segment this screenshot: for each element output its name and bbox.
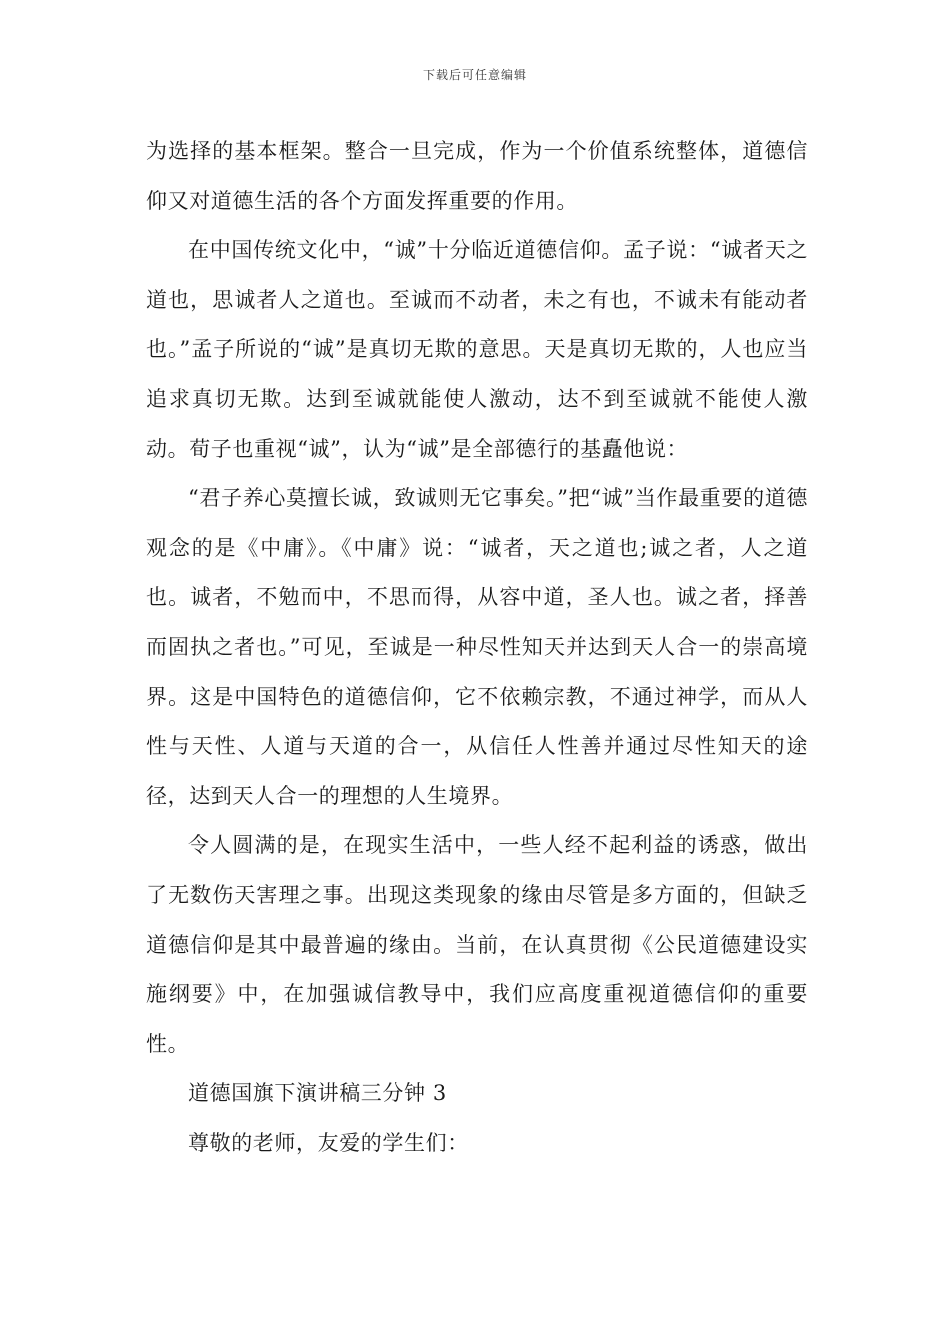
paragraph: 为选择的基本框架。整合一旦完成，作为一个价值系统整体，道德信仰又对道德生活的各个方面发挥重要的作用。 [146, 139, 808, 213]
document-body [146, 127, 808, 1168]
paragraph: 令人圆满的是，在现实生活中，一些人经不起利益的诱惑，做出了无数伤天害理之事。出现这类现象的缘由尽管是多方面的，但缺乏道德信仰是其中最普遍的缘由。当前，在认真贯彻《公民道德建设实施纲要》中，在加强诚信教导中，我们应高度重视道德信仰的重要性。 [146, 833, 808, 1056]
section-title: 道德国旗下演讲稿三分钟 3 [188, 1081, 447, 1106]
header-note: 下载后可任意编辑 [422, 68, 527, 82]
paragraph: “君子养心莫擅长诚，致诚则无它事矣。”把“诚”当作最重要的道德观念的是《中庸》。《中庸》说：“诚者，天之道也;诚之者，人之道也。诚者，不勉而中，不思而得，从容中道，圣人也。诚之者，择善而固执之者也。”可见，至诚是一种尽性知天并达到天人合一的崇高境界。这是中国特色的道德信仰，它不依赖宗教，不通过神学，而从人性与天性、人道与天道的合一，从信任人性善并通过尽性知天的途径，达到天人合一的理想的人生境界。 [146, 486, 808, 808]
greeting: 尊敬的老师，友爱的学生们： [188, 1130, 469, 1155]
paragraph: 在中国传统文化中，“诚”十分临近道德信仰。孟子说：“诚者天之道也，思诚者人之道也。至诚而不动者，未之有也，不诚未有能动者也。”孟子所说的“诚”是真切无欺的意思。天是真切无欺的，人也应当追求真切无欺。达到至诚就能使人激动，达不到至诚就不能使人激动。荀子也重视“诚”，认为“诚”是全部德行的基矗他说： [146, 238, 808, 461]
